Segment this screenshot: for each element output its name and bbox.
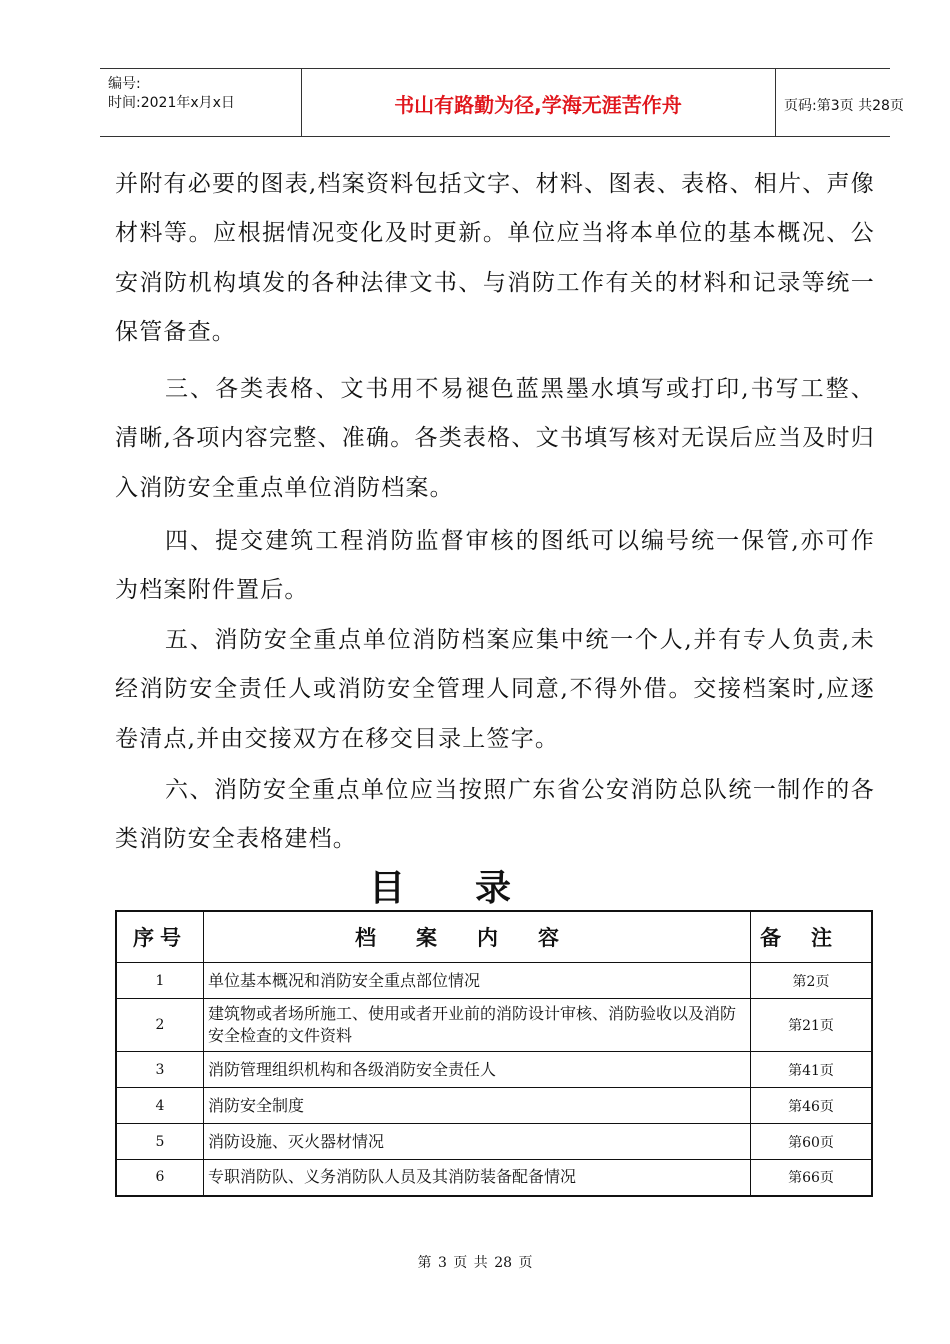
toc-row-note: 第21页: [751, 999, 873, 1052]
body-paragraph-continued: 并附有必要的图表,档案资料包括文字、材料、图表、表格、相片、声像材料等。应根据情况变化及时更新。单位应当将本单位的基本概况、公安消防机构填发的各种法律文书、与消防工作有关的材料和记录等统一保管备查。: [115, 171, 875, 345]
header-motto-cell: [301, 69, 776, 136]
toc-row-no: 5: [116, 1124, 204, 1160]
toc-row-content: 建筑物或者场所施工、使用或者开业前的消防设计审核、消防验收以及消防安全检查的文件资料: [204, 999, 751, 1052]
table-row: [116, 1052, 872, 1088]
document-number-label: 编号:: [108, 76, 141, 92]
toc-row-no: 1: [116, 963, 204, 999]
table-row: [116, 999, 872, 1052]
toc-row-content: 单位基本概况和消防安全重点部位情况: [204, 963, 751, 999]
body-paragraph-5: 五、消防安全重点单位消防档案应集中统一个人,并有专人负责,未经消防安全责任人或消防安全管理人同意,不得外借。交接档案时,应逐卷清点,并由交接双方在移交目录上签字。: [115, 627, 875, 752]
table-row: [116, 963, 872, 999]
toc-header-no: 序号: [116, 911, 204, 963]
header-motto: 书山有路勤为径,学海无涯苦作舟: [394, 93, 682, 117]
header-meta-cell: [100, 69, 302, 136]
toc-header-note: 备注: [751, 911, 873, 963]
toc-row-no: 6: [116, 1160, 204, 1196]
toc-row-note: 第41页: [751, 1052, 873, 1088]
page-header: [100, 68, 904, 137]
body-paragraph-4: 四、提交建筑工程消防监督审核的图纸可以编号统一保管,亦可作为档案附件置后。: [115, 528, 875, 604]
toc-row-content: 消防安全制度: [204, 1088, 751, 1124]
toc-header-row: [116, 911, 872, 963]
table-row: [116, 1088, 872, 1124]
body-paragraph-3: 三、各类表格、文书用不易褪色蓝黑墨水填写或打印,书写工整、清晰,各项内容完整、准确。各类表格、文书填写核对无误后应当及时归入消防安全重点单位消防档案。: [115, 376, 875, 501]
document-time-label: 时间:2021年x月x日: [108, 95, 235, 111]
toc-row-note: 第60页: [751, 1124, 873, 1160]
header-page-info: 页码:第3页 共28页: [784, 98, 904, 114]
toc-title: 目录: [368, 868, 581, 909]
toc-table: [115, 910, 873, 1197]
toc-row-note: 第66页: [751, 1160, 873, 1196]
toc-row-no: 3: [116, 1052, 204, 1088]
table-row: [116, 1124, 872, 1160]
toc-row-content: 消防设施、灭火器材情况: [204, 1124, 751, 1160]
table-row: [116, 1160, 872, 1196]
toc-header-content: 档案内容: [204, 911, 751, 963]
toc-row-content: 专职消防队、义务消防队人员及其消防装备配备情况: [204, 1160, 751, 1196]
toc-row-content: 消防管理组织机构和各级消防安全责任人: [204, 1052, 751, 1088]
body-paragraph-6: 六、消防安全重点单位应当按照广东省公安消防总队统一制作的各类消防安全表格建档。: [115, 777, 875, 853]
page-footer: 第 3 页 共 28 页: [417, 1255, 533, 1271]
toc-row-no: 2: [116, 999, 204, 1052]
header-page-cell: [776, 69, 904, 136]
toc-row-note: 第2页: [751, 963, 873, 999]
toc-row-note: 第46页: [751, 1088, 873, 1124]
toc-row-no: 4: [116, 1088, 204, 1124]
